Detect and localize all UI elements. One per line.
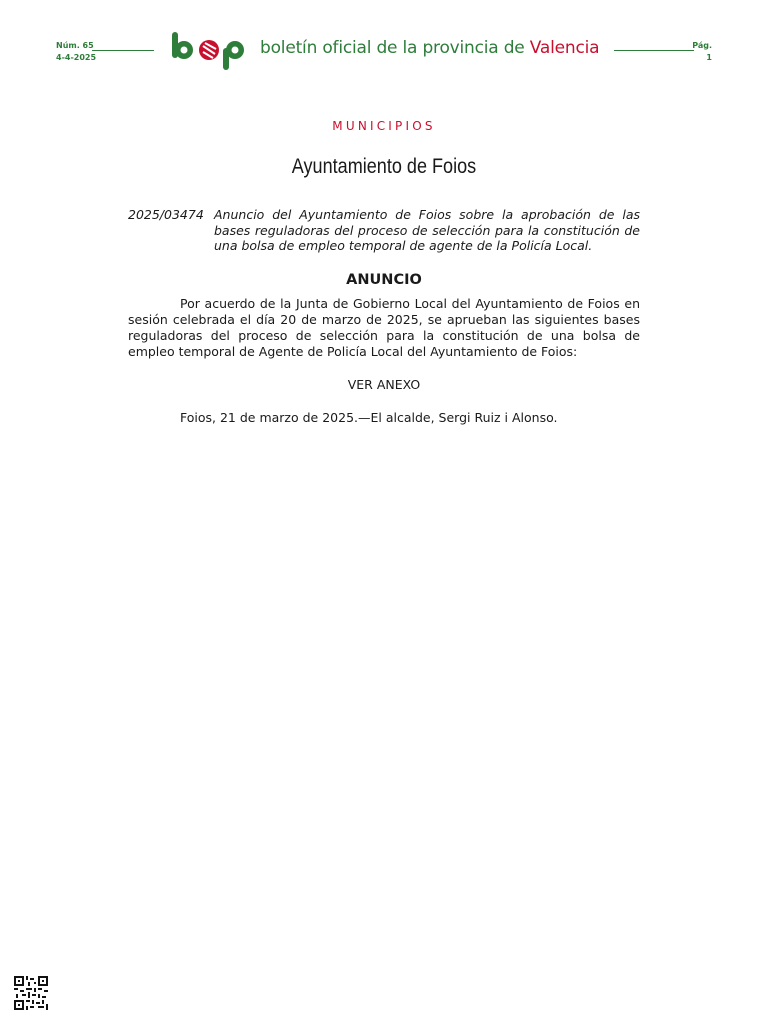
section-heading: MUNICIPIOS — [332, 119, 436, 133]
announcement-title: ANUNCIO — [346, 272, 422, 288]
page-info — [692, 40, 712, 64]
bop-logo — [170, 30, 250, 72]
signature-line: Foios, 21 de marzo de 2025.—El alcalde, Sergi Ruiz i Alonso. — [180, 410, 558, 425]
announcement-summary — [128, 207, 640, 254]
announcement-paragraph: Por acuerdo de la Junta de Gobierno Local del Ayuntamiento de Foios en sesión celebrada el día 20 de marzo de 2025, se aprueban las siguientes bases reguladoras del proceso de selección para la constitución de una bolsa de empleo temporal de Agente de Policía Local del Ayuntamiento de Foios: — [128, 296, 640, 359]
header-right-rule — [614, 50, 694, 51]
summary-text: Anuncio del Ayuntamiento de Foios sobre la aprobación de las bases reguladoras del proceso de selección para la constitución de una bolsa de empleo temporal de agente de la Policía Local. — [214, 207, 640, 253]
bulletin-title — [260, 38, 599, 58]
issue-info — [56, 40, 96, 64]
issue-number: Núm. 65 — [56, 41, 94, 50]
header-left-rule — [92, 50, 154, 51]
page-number: 1 — [706, 53, 712, 62]
issue-date: 4-4-2025 — [56, 53, 97, 62]
page-header — [0, 0, 768, 90]
bulletin-title-text: boletín oficial de la provincia de — [260, 38, 525, 58]
bulletin-title-accent: Valencia — [529, 38, 600, 58]
qr-code-icon — [14, 976, 48, 1010]
issuer-title: Ayuntamiento de Foios — [291, 155, 477, 178]
reference-number: 2025/03474 — [128, 207, 204, 222]
announcement-body — [128, 296, 640, 360]
bop-logo-icon — [170, 30, 250, 72]
page-label: Pág. — [692, 41, 712, 50]
annex-reference: VER ANEXO — [347, 377, 421, 392]
